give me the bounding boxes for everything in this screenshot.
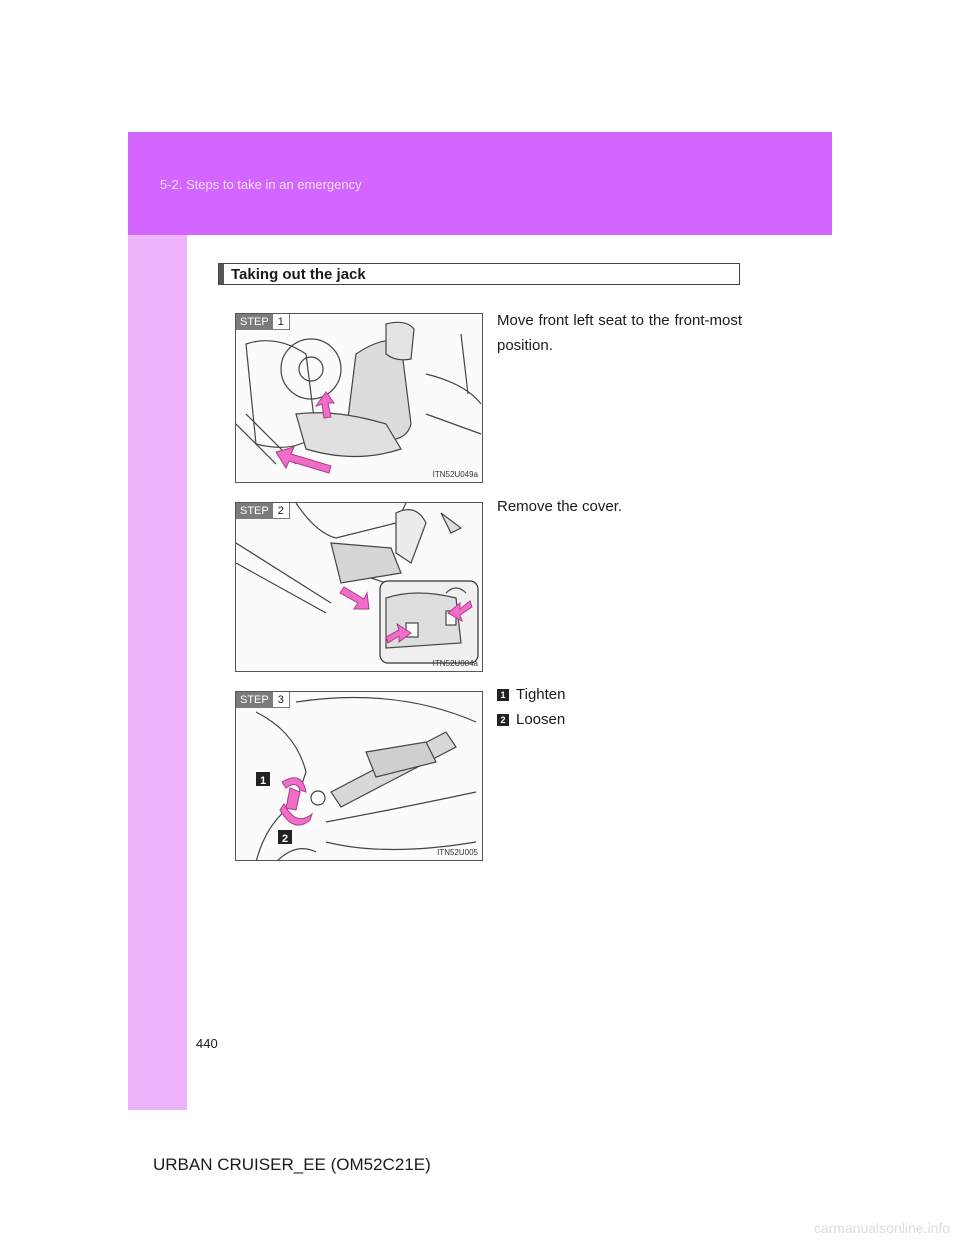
jack-illustration xyxy=(236,692,483,861)
legend-item-loosen xyxy=(497,711,565,728)
step-1-number: 1 xyxy=(273,314,290,330)
callout-2: 2 xyxy=(282,833,289,845)
legend-label-1: Tighten xyxy=(516,686,566,703)
figure-step-3 xyxy=(235,691,483,861)
legend-number-2: 2 xyxy=(497,714,509,726)
heading-text: Taking out the jack xyxy=(231,266,366,283)
step-1-text: Move front left seat to the front-most position. xyxy=(497,312,742,354)
step-2-tag xyxy=(236,503,290,519)
legend-item-tighten xyxy=(497,686,565,703)
step-2-number: 2 xyxy=(273,503,290,519)
figure-step-2 xyxy=(235,502,483,672)
legend-number-1: 1 xyxy=(497,689,509,701)
step-2-text: Remove the cover. xyxy=(497,498,623,515)
figure-step-1 xyxy=(235,313,483,483)
step-3-number: 3 xyxy=(273,692,290,708)
figure-code-3: ITN52U005 xyxy=(437,848,478,857)
cover-illustration xyxy=(236,503,483,672)
step-1-tag xyxy=(236,314,290,330)
legend-label-2: Loosen xyxy=(516,711,566,728)
watermark: carmanualsonline.info xyxy=(813,1220,950,1236)
heading-marker xyxy=(219,264,224,284)
section-heading xyxy=(218,263,740,285)
section-label: 5-2. Steps to take in an emergency xyxy=(160,177,362,192)
side-strip xyxy=(128,235,187,1110)
footer-model: URBAN CRUISER_EE (OM52C21E) xyxy=(153,1155,431,1174)
step-1-word: STEP xyxy=(236,314,273,330)
step-2-word: STEP xyxy=(236,503,273,519)
seat-illustration xyxy=(236,314,483,483)
figure-code-1: ITN52U049a xyxy=(432,470,478,479)
page-number: 440 xyxy=(196,1036,218,1051)
figure-code-2: ITN52U004a xyxy=(432,659,478,668)
step-3-tag xyxy=(236,692,290,708)
step-3-word: STEP xyxy=(236,692,273,708)
callout-1: 1 xyxy=(260,775,267,787)
